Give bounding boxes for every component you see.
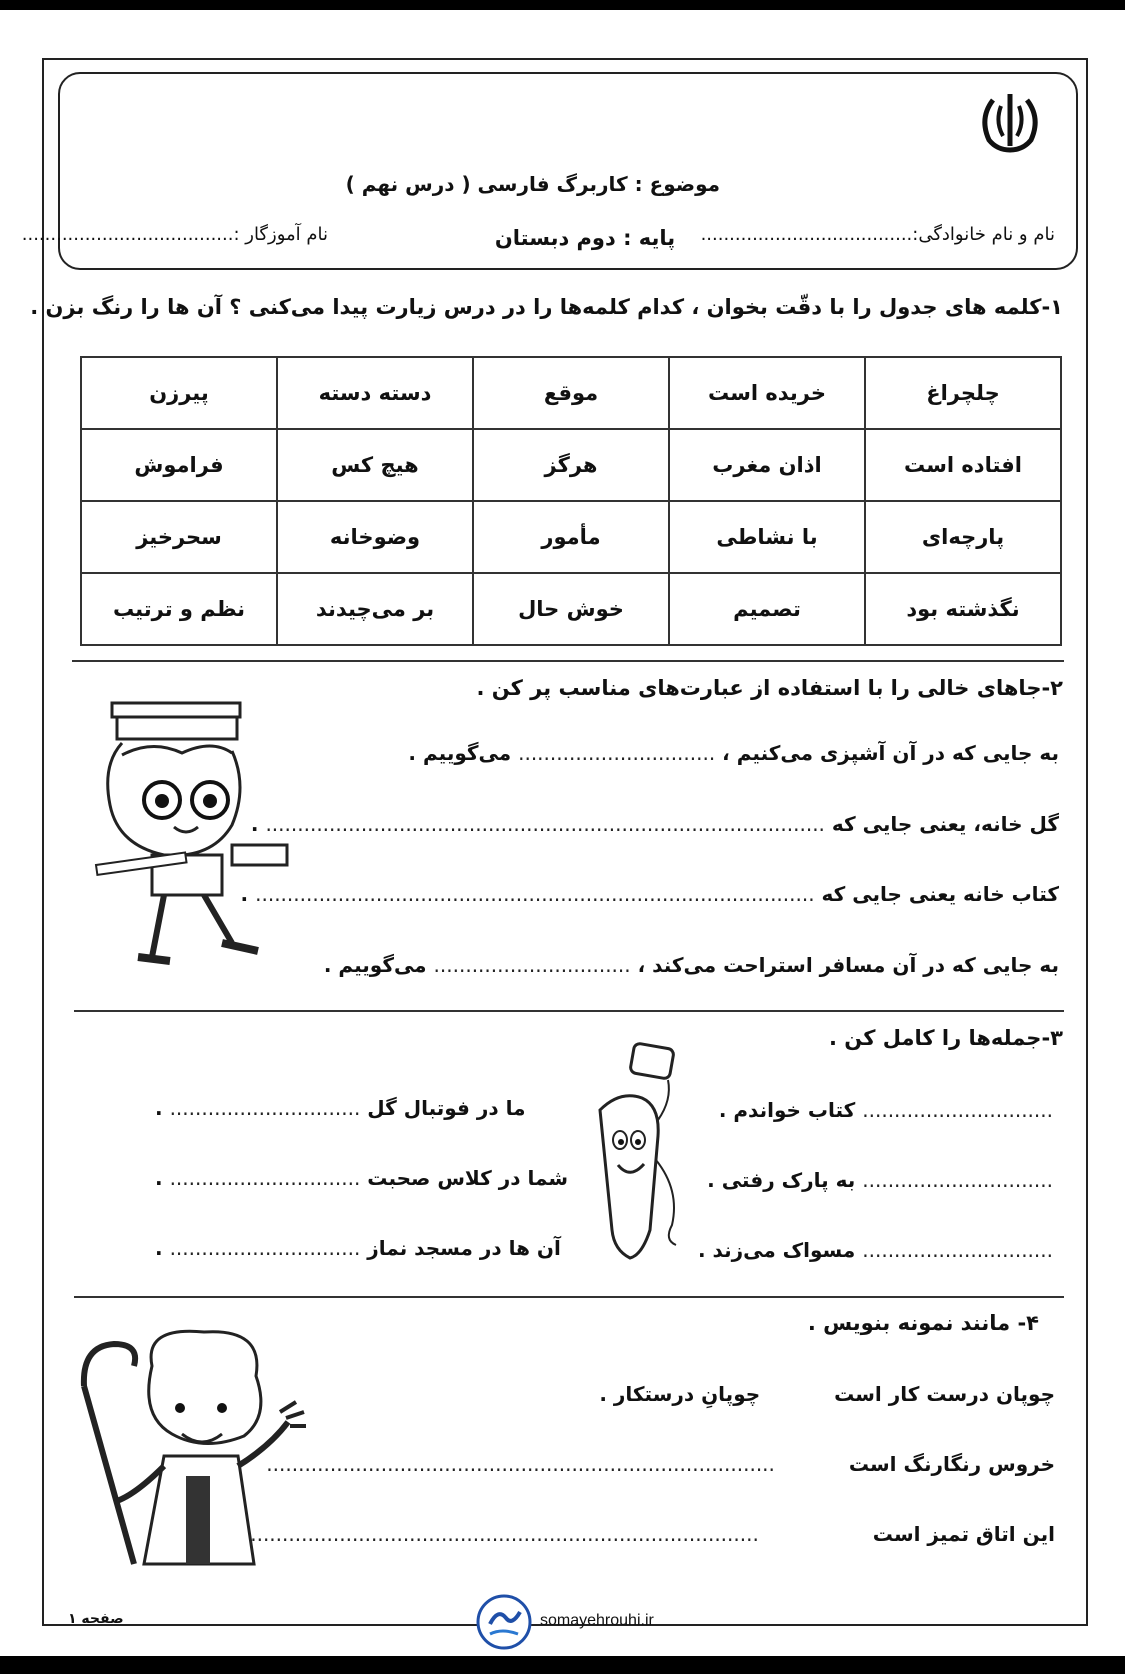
site-url[interactable]: somayehrouhi.ir <box>540 1612 654 1629</box>
blank-1-dots: ............................... <box>518 741 716 765</box>
bottom-border-bar <box>0 1656 1125 1674</box>
complete-sentence-right-1[interactable] <box>719 1098 1053 1122</box>
table-cell[interactable]: خریده است <box>669 357 865 429</box>
left-1-text: ما در فوتبال گل <box>367 1096 526 1120</box>
pencil-character-icon <box>580 1040 710 1265</box>
fill-blank-line-2[interactable] <box>251 812 1059 836</box>
right-3-text: مسواک می‌زند . <box>697 1238 856 1262</box>
table-cell[interactable]: پارچه‌ای <box>865 501 1061 573</box>
section-divider <box>72 660 1064 662</box>
site-logo-icon <box>476 1594 532 1650</box>
blank-4-text: به جایی که در آن مسافر استراحت می‌کند ، <box>637 953 1059 977</box>
question-3-title: ۳-جمله‌ها را کامل کن . <box>829 1026 1063 1050</box>
table-cell[interactable]: بر می‌چیدند <box>277 573 473 645</box>
rewrite-2-dots: ................................................................................ <box>250 1522 759 1546</box>
word-table <box>80 356 1062 646</box>
right-3-dots: .............................. <box>862 1238 1053 1262</box>
table-cell[interactable]: مأمور <box>473 501 669 573</box>
table-cell[interactable]: افتاده است <box>865 429 1061 501</box>
left-3-end: . <box>155 1236 163 1260</box>
table-cell[interactable]: هرگز <box>473 429 669 501</box>
example-a: چوپان درست کار است <box>834 1382 1055 1406</box>
table-cell[interactable]: نظم و ترتیب <box>81 573 277 645</box>
question-4-title: ۴- مانند نمونه بنویس . <box>807 1311 1039 1335</box>
table-cell[interactable]: فراموش <box>81 429 277 501</box>
complete-sentence-right-2[interactable] <box>707 1168 1053 1192</box>
left-2-text: شما در کلاس صحبت <box>367 1166 569 1190</box>
rewrite-1-text: خروس رنگارنگ است <box>848 1452 1055 1476</box>
rewrite-1-dots: ................................................................................ <box>266 1452 775 1476</box>
table-cell[interactable]: خوش حال <box>473 573 669 645</box>
left-3-dots: .............................. <box>169 1236 361 1260</box>
left-1-end: . <box>155 1096 163 1120</box>
table-cell[interactable]: پیرزن <box>81 357 277 429</box>
question-1-title: ۱-کلمه های جدول را با دقّت بخوان ، کدام کلمه‌ها را در درس زیارت پیدا می‌کنی ؟ آن ها را رنگ بزن . <box>30 295 1063 319</box>
page-number: صفحه ۱ <box>68 1611 124 1627</box>
left-1-dots: .............................. <box>169 1096 361 1120</box>
left-2-end: . <box>155 1166 163 1190</box>
blank-2-text: گل خانه، یعنی جایی که <box>831 812 1059 836</box>
complete-sentence-left-1[interactable] <box>155 1096 526 1120</box>
teacher-name-field[interactable] <box>21 224 328 245</box>
example-b: چوپانِ درستکار . <box>599 1382 761 1406</box>
rewrite-line-1[interactable] <box>266 1452 1055 1476</box>
left-3-text: آن ها در مسجد نماز <box>367 1236 561 1260</box>
blank-2-end: . <box>250 812 259 836</box>
table-row <box>81 501 1061 573</box>
right-2-dots: .............................. <box>862 1168 1053 1192</box>
table-cell[interactable]: چلچراغ <box>865 357 1061 429</box>
table-cell[interactable]: تصمیم <box>669 573 865 645</box>
left-2-dots: .............................. <box>169 1166 361 1190</box>
complete-sentence-left-3[interactable] <box>155 1236 561 1260</box>
table-cell[interactable]: دسته دسته <box>277 357 473 429</box>
top-border-bar <box>0 0 1125 10</box>
student-name-field[interactable] <box>701 224 1055 245</box>
grade-label: پایه : دوم دبستان <box>494 226 676 250</box>
complete-sentence-left-2[interactable] <box>155 1166 568 1190</box>
right-1-dots: .............................. <box>862 1098 1053 1122</box>
blank-3-text: کتاب خانه یعنی جایی که <box>821 882 1059 906</box>
blank-2-dots: ........................................................................................ <box>265 812 825 836</box>
table-row <box>81 429 1061 501</box>
question-2-title: ۲-جاهای خالی را با استفاده از عبارت‌های مناسب پر کن . <box>476 676 1063 700</box>
worksheet-subject: موضوع : کاربرگ فارسی ( درس نهم ) <box>345 172 720 196</box>
blank-3-end: . <box>240 882 249 906</box>
blank-4-dots: ............................... <box>433 953 631 977</box>
blank-3-dots: ........................................................................................ <box>255 882 815 906</box>
rewrite-2-text: این اتاق تمیز است <box>872 1522 1055 1546</box>
student-name-label: نام و نام خانوادگی: <box>912 224 1055 245</box>
iran-emblem-icon <box>975 88 1045 154</box>
blank-1-text: به جایی که در آن آشپزی می‌کنیم ، <box>722 741 1059 765</box>
section-divider <box>74 1010 1064 1012</box>
student-name-dots: ..................................... <box>700 224 913 245</box>
section-divider <box>74 1296 1064 1298</box>
right-2-text: به پارک رفتی . <box>707 1168 856 1192</box>
fill-blank-line-1[interactable] <box>408 741 1059 765</box>
table-row <box>81 573 1061 645</box>
complete-sentence-right-3[interactable] <box>698 1238 1053 1262</box>
table-cell[interactable]: نگذشته بود <box>865 573 1061 645</box>
table-cell[interactable]: با نشاطی <box>669 501 865 573</box>
table-cell[interactable]: هیچ کس <box>277 429 473 501</box>
teacher-dots: ..................................... <box>21 224 234 245</box>
fill-blank-line-3[interactable] <box>241 882 1059 906</box>
teacher-label: نام آموزگار : <box>233 224 328 245</box>
example-sentence <box>599 1382 1055 1406</box>
right-1-text: کتاب خواندم . <box>718 1098 856 1122</box>
table-cell[interactable]: موقع <box>473 357 669 429</box>
table-cell[interactable]: اذان مغرب <box>669 429 865 501</box>
rewrite-line-2[interactable] <box>250 1522 1055 1546</box>
blank-4-end: می‌گوییم . <box>323 953 427 977</box>
blank-1-end: می‌گوییم . <box>408 741 512 765</box>
table-cell[interactable]: وضوخانه <box>277 501 473 573</box>
fill-blank-line-4[interactable] <box>324 953 1059 977</box>
table-cell[interactable]: سحرخیز <box>81 501 277 573</box>
table-row <box>81 357 1061 429</box>
